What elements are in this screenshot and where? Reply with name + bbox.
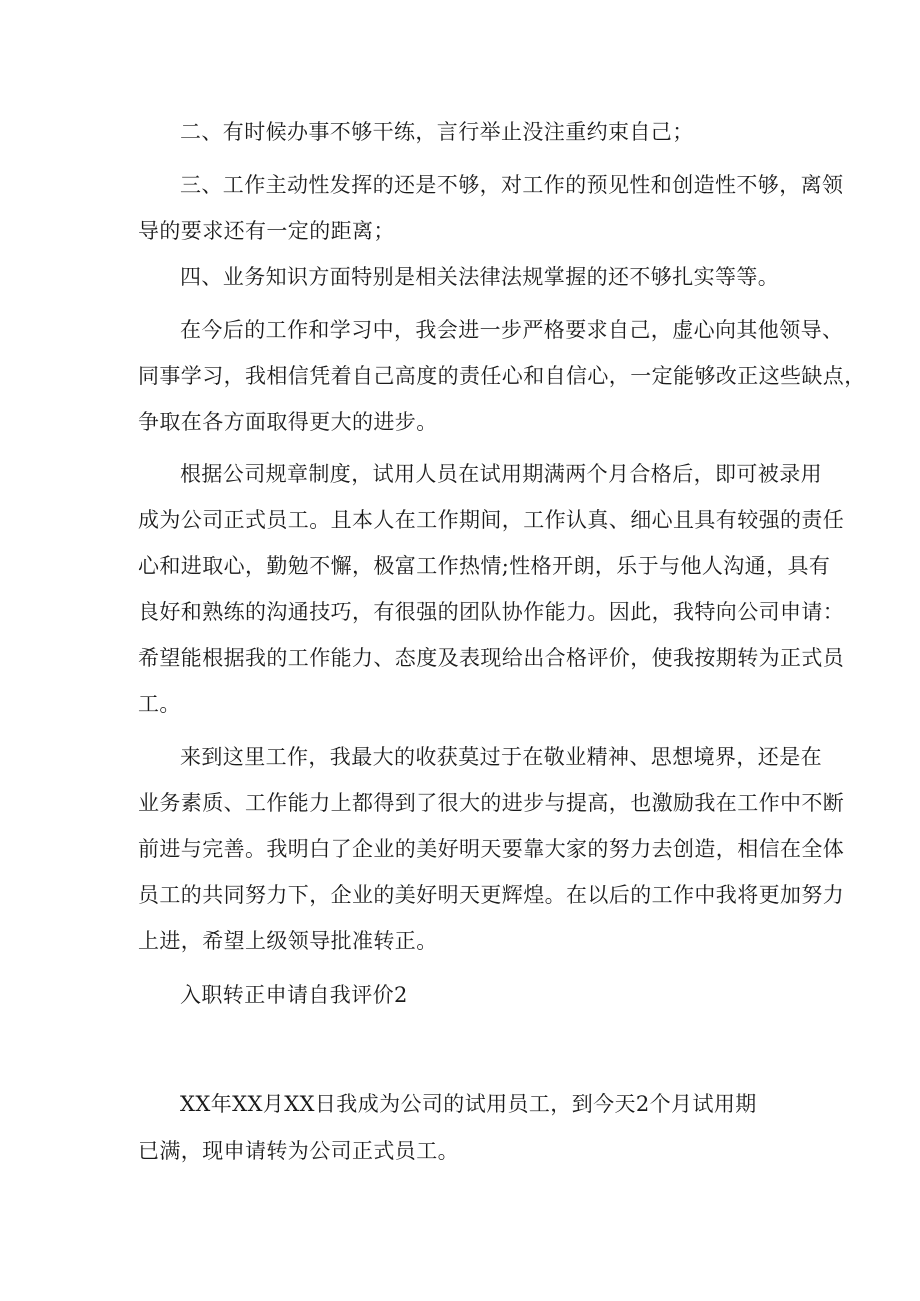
text-line: XX年XX月XX日我成为公司的试用员工，到今天2个月试用期: [180, 1092, 757, 1116]
text-line: 来到这里工作，我最大的收获莫过于在敬业精神、思想境界，还是在: [180, 745, 822, 769]
text-line: 四、业务知识方面特别是相关法律法规掌握的还不够扎实等等。: [180, 265, 780, 289]
text-line: 前进与完善。我明白了企业的美好明天要靠大家的努力去创造，相信在全体: [138, 837, 845, 861]
text-line: 三、工作主动性发挥的还是不够，对工作的预见性和创造性不够，离领: [180, 173, 844, 197]
text-line: 希望能根据我的工作能力、态度及表现给出合格评价，使我按期转为正式员: [138, 646, 845, 670]
text-line: 心和进取心，勤勉不懈，极富工作热情;性格开朗，乐于与他人沟通，具有: [138, 554, 831, 578]
text-line: 已满，现申请转为公司正式员工。: [138, 1139, 459, 1163]
text-line: 业务素质、工作能力上都得到了很大的进步与提高，也激励我在工作中不断: [138, 791, 845, 815]
text-line: 成为公司正式员工。且本人在工作期间，工作认真、细心且具有较强的责任: [138, 508, 845, 532]
text-line: 工。: [138, 692, 181, 716]
text-line: 良好和熟练的沟通技巧，有很强的团队协作能力。因此，我特向公司申请：: [138, 600, 845, 624]
text-line: 争取在各方面取得更大的进步。: [138, 410, 438, 434]
text-line: 员工的共同努力下，企业的美好明天更辉煌。在以后的工作中我将更加努力: [138, 883, 845, 907]
section-heading: 入职转正申请自我评价2: [180, 983, 408, 1007]
text-line: 二、有时候办事不够干练，言行举止没注重约束自己；: [180, 120, 694, 144]
text-line: 同事学习，我相信凭着自己高度的责任心和自信心，一定能够改正这些缺点，: [138, 364, 866, 388]
text-line: 导的要求还有一定的距离；: [138, 219, 395, 243]
text-line: 在今后的工作和学习中，我会进一步严格要求自己，虚心向其他领导、: [180, 318, 844, 342]
text-line: 根据公司规章制度，试用人员在试用期满两个月合格后，即可被录用: [180, 462, 822, 486]
text-line: 上进，希望上级领导批准转正。: [138, 929, 438, 953]
